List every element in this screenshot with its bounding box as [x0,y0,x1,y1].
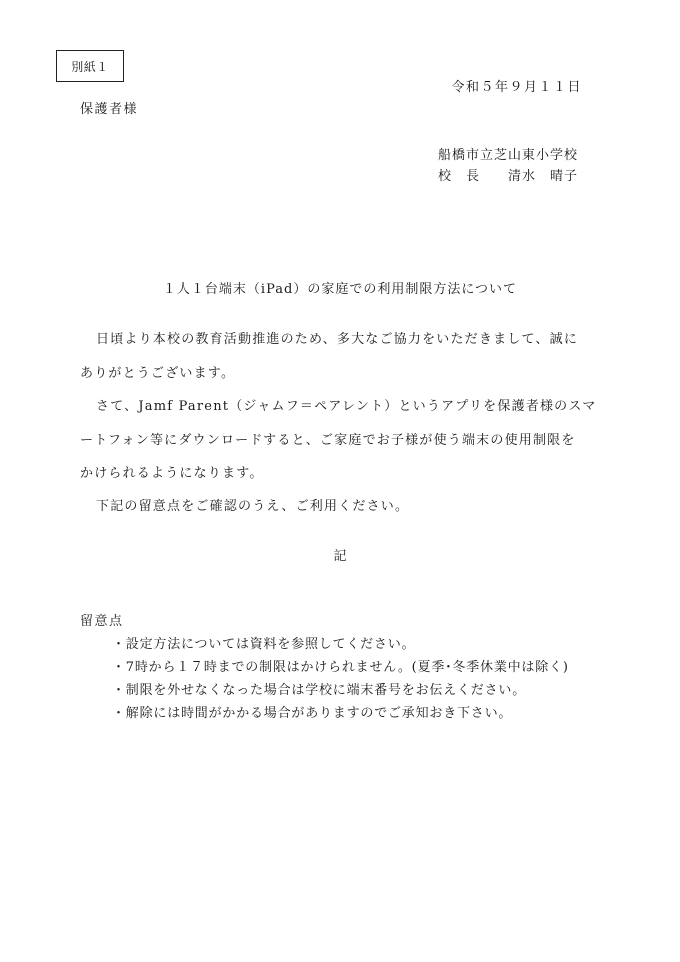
paragraph-2-line-2: ートフォン等にダウンロードすると、ご家庭でお子様が使う端末の使用制限を [80,433,576,448]
attachment-label: 別紙１ [71,59,109,74]
notes-heading: 留意点 [80,614,124,629]
sender-principal: 校 長 清水 晴子 [438,169,579,184]
paragraph-1-line-2: ありがとうございます。 [80,366,236,381]
paragraph-2-line-3: かけられるようになります。 [80,466,264,481]
note-item: ・7時から１７時までの制限はかけられません。(夏季･冬季休業中は除く) [112,660,569,675]
document-title: １人１台端末（iPad）の家庭での利用制限方法について [162,282,518,297]
sender-school: 船橋市立芝山東小学校 [438,148,579,163]
note-item: ・設定方法については資料を参照してください。 [112,637,416,652]
paragraph-1-line-1: 日頃より本校の教育活動推進のため、多大なご協力をいただきまして、誠に [96,332,579,347]
attachment-label-box [56,50,124,82]
ki-heading: 記 [333,549,347,564]
paragraph-2-line-1: さて、Jamf Parent（ジャムフ＝ペアレント）というアプリを保護者様のスマ [96,399,597,414]
recipient: 保護者様 [80,102,139,117]
document-date: 令和５年９月１１日 [451,80,582,95]
paragraph-3-line-1: 下記の留意点をご確認のうえ、ご利用ください。 [96,499,410,514]
note-item: ・制限を外せなくなった場合は学校に端末番号をお伝えください。 [112,683,527,698]
note-item: ・解除には時間がかかる場合がありますのでご承知おき下さい。 [112,706,513,721]
